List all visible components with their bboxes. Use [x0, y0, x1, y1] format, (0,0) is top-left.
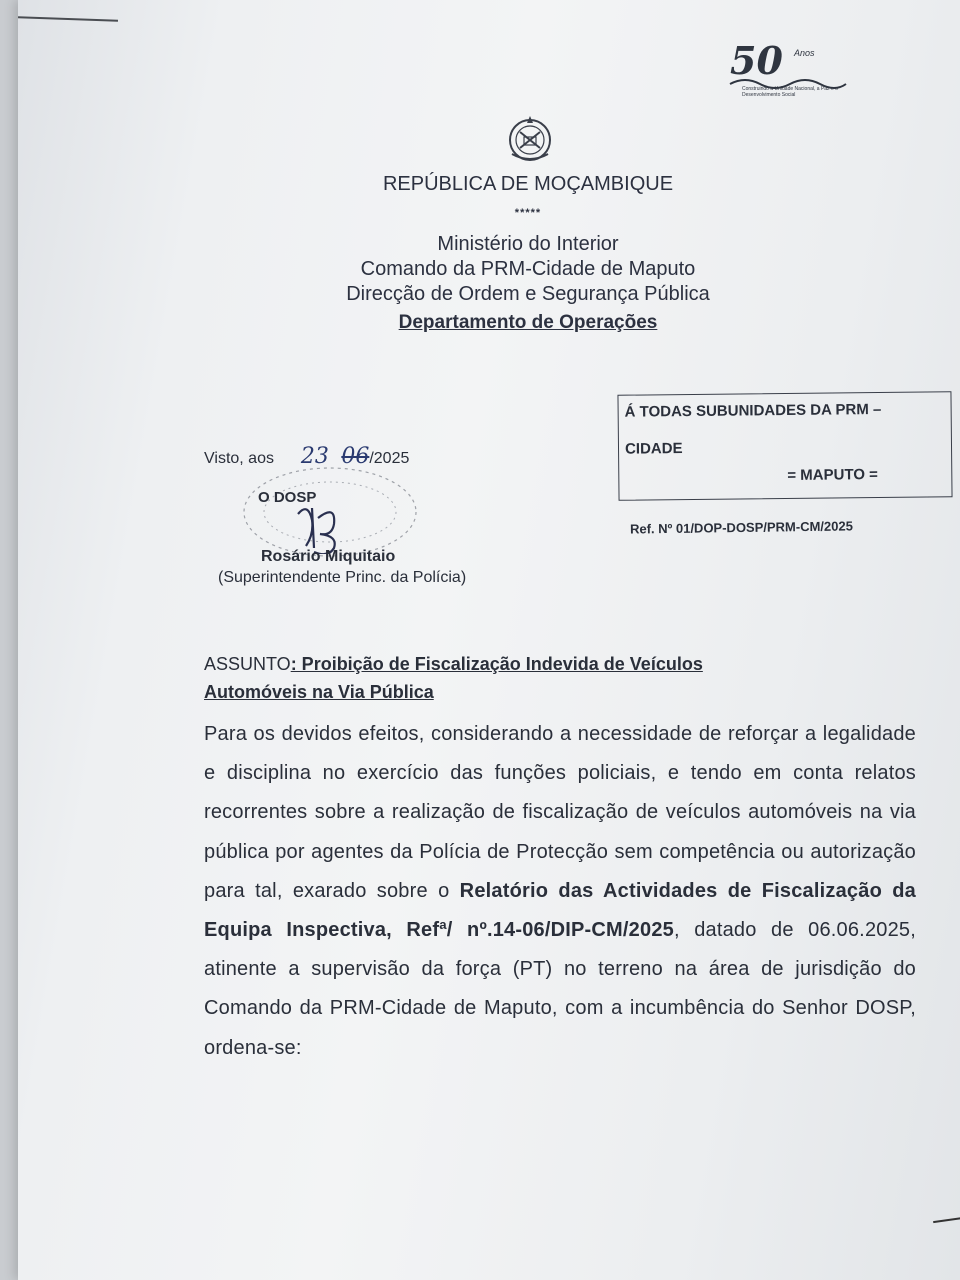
visto-year: /2025 — [369, 450, 410, 467]
mozambique-coat-of-arms-icon — [502, 110, 558, 166]
visto-month: 06 — [341, 444, 370, 469]
subject-line-1: : Proibição de Fiscalização Indevida de Veículos — [290, 654, 703, 674]
addressee-box — [617, 391, 952, 500]
corner-pen-mark — [933, 1215, 960, 1223]
body-bold-reference: Relatório das Actividades de Fiscalização da Equipa Inspectiva, Refª/ nº.14-06/DIP-CM/2025 — [204, 879, 916, 942]
addressee-line-2: CIDADE — [624, 440, 683, 458]
stars-separator: ***** — [514, 207, 542, 219]
logo-superscript: Anos — [794, 48, 815, 58]
signer-title: (Superintendente Princ. da Polícia) — [218, 569, 467, 586]
logo-tagline: Construindo a Unidade Nacional, a Paz e o Desenvolvimento Social — [742, 86, 838, 98]
fifty-years-logo — [728, 38, 848, 100]
subject-line-2: Automóveis na Via Pública — [204, 682, 434, 702]
subject-label: ASSUNTO — [204, 654, 291, 674]
office-label: O DOSP — [258, 489, 317, 506]
signer-name: Rosário Miquitaio — [261, 548, 396, 565]
reference-number: Ref. Nº 01/DOP-DOSP/PRM-CM/2025 — [629, 518, 854, 537]
ministry-heading: Ministério do Interior — [437, 233, 619, 255]
visto-label: Visto, aos — [204, 450, 274, 467]
addressee-line-1: Á TODAS SUBUNIDADES DA PRM – — [624, 400, 882, 421]
subject-block — [204, 650, 703, 706]
logo-number: 50 — [730, 38, 783, 83]
pen-mark — [18, 16, 118, 21]
visto-day: 23 — [300, 444, 329, 469]
body-part-1: Para os devidos efeitos, considerando a necessidade de reforçar a legalidade e disciplina no exercício das funções policiais, e tendo em conta relatos recorrentes sobre a realização de fiscalização de veículos automóveis na via pública por agentes da Polícia de Protecção sem competência ou autorização para tal, exarado sobre o — [204, 723, 916, 902]
body-part-2: , datado de 06.06.2025, atinente a supervisão da força (PT) no terreno na área de jurisdição do Comando da PRM-Cidade de Maputo, com a incumbência do Senhor DOSP, ordena-se: — [204, 919, 916, 1059]
department-heading — [248, 312, 808, 334]
handwritten-signature — [288, 494, 368, 554]
body-paragraph — [204, 715, 916, 1068]
directorate-heading: Direcção de Ordem e Segurança Pública — [346, 283, 710, 305]
document-page — [18, 0, 960, 1280]
addressee-line-3: = MAPUTO = — [787, 466, 878, 484]
republic-heading: REPÚBLICA DE MOÇAMBIQUE — [382, 173, 674, 195]
command-heading: Comando da PRM-Cidade de Maputo — [360, 258, 696, 280]
department-label: Departamento de Operações — [398, 312, 658, 333]
